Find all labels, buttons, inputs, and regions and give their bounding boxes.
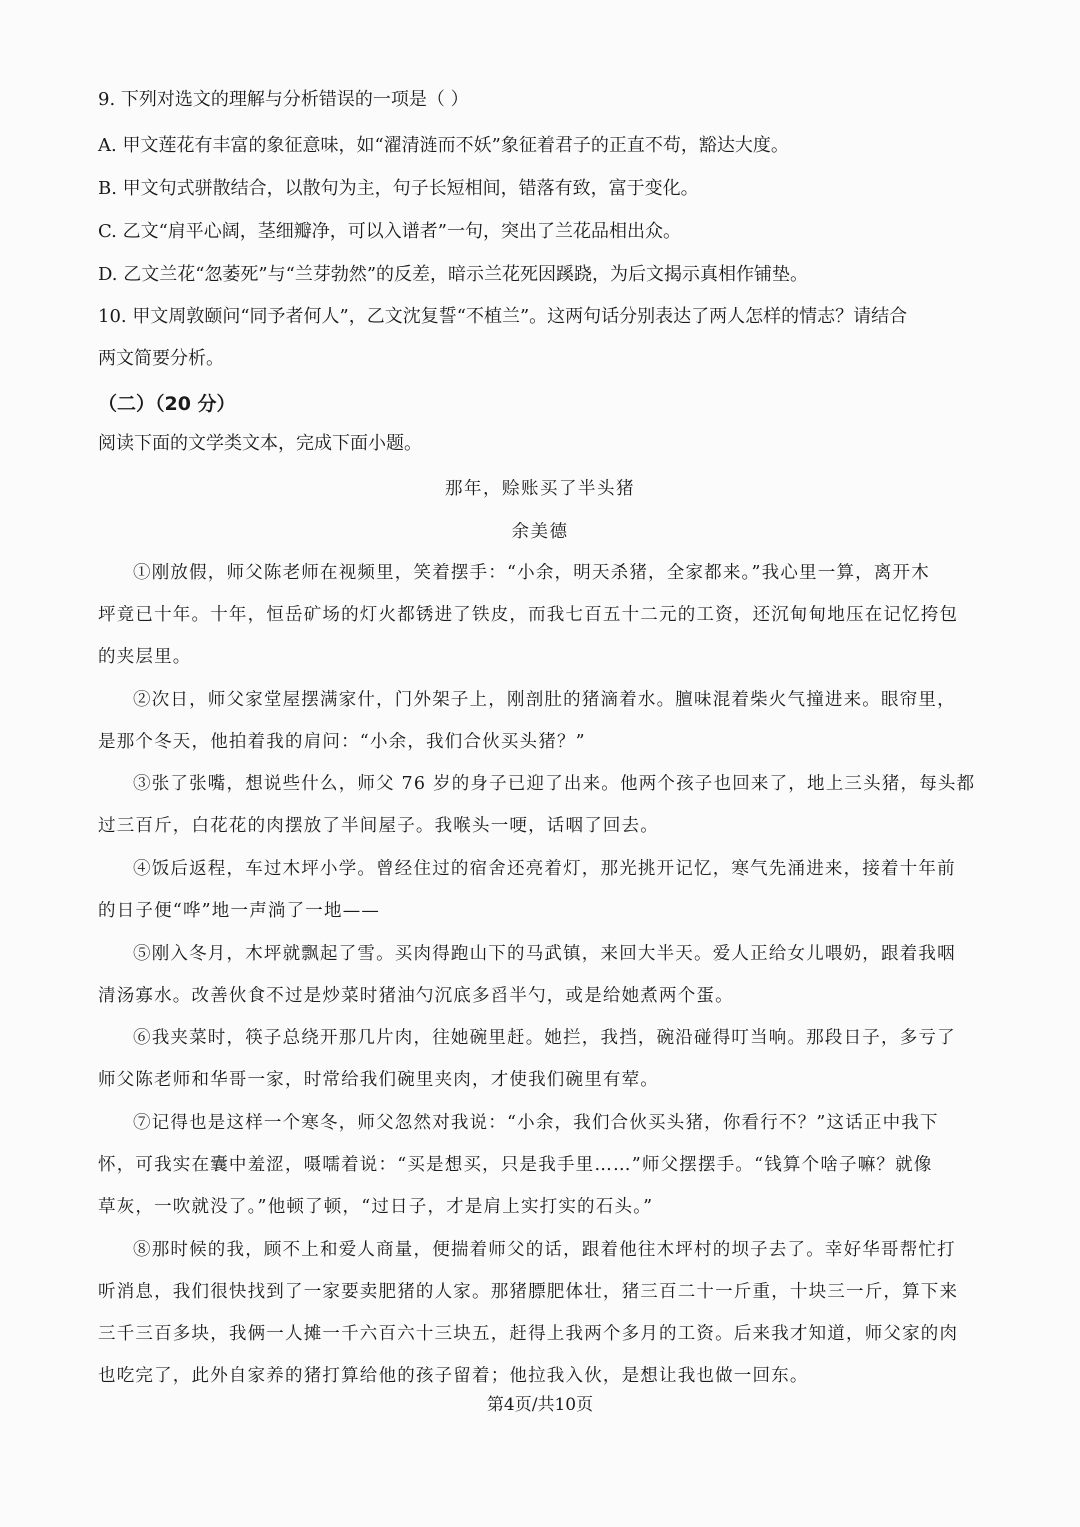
story-title: 那年，赊账买了半头猪: [445, 479, 635, 499]
story-author: 余美德: [511, 522, 569, 542]
question-10-line-2: 两文简要分析。: [98, 348, 224, 369]
question-9-stem: 9. 下列对选文的理解与分析错误的一项是（ ）: [98, 89, 469, 110]
story-line: 也吃完了，此外自家养的猪打算给他的孩子留着；他拉我入伙，是想让我也做一回东。: [98, 1366, 809, 1386]
question-9-option-c: C. 乙文“肩平心阔，茎细瓣净，可以入谱者”一句，突出了兰花品相出众。: [98, 221, 681, 242]
story-line: 的日子便“哗”地一声淌了一地——: [98, 901, 381, 921]
section-2-heading: （二）（20 分）: [98, 393, 236, 415]
story-line: ⑤刚入冬月，木坪就飘起了雪。买肉得跑山下的马武镇，来回大半天。爱人正给女儿喂奶，跟着我咽: [133, 944, 956, 964]
question-9-option-d: D. 乙文兰花“忽萎死”与“兰芽勃然”的反差，暗示兰花死因蹊跷，为后文揭示真相作铺垫。: [98, 264, 809, 285]
question-9-option-b: B. 甲文句式骈散结合，以散句为主，句子长短相间，错落有致，富于变化。: [98, 178, 699, 199]
story-line: ③张了张嘴，想说些什么，师父 76 岁的身子已迎了出来。他两个孩子也回来了，地上三头猪，每头都: [133, 774, 976, 794]
question-10-line-1: 10. 甲文周敦颐问“同予者何人”，乙文沈复誓“不植兰”。这两句话分别表达了两人怎样的情志？请结合: [98, 306, 908, 327]
story-line: 师父陈老师和华哥一家，时常给我们碗里夹肉，才使我们碗里有荤。: [98, 1070, 659, 1090]
story-line: 坪竟已十年。十年，恒岳矿场的灯火都锈进了铁皮，而我七百五十二元的工资，还沉甸甸地压在记忆挎包: [98, 605, 959, 625]
story-line: ④饭后返程，车过木坪小学。曾经住过的宿舍还亮着灯，那光挑开记忆，寒气先涌进来，接着十年前: [133, 859, 956, 879]
story-line: 怀，可我实在囊中羞涩，嗫嚅着说：“买是想买，只是我手里……”师父摆摆手。“钱算个啥子嘛？就像: [98, 1155, 933, 1175]
story-line: 的夹层里。: [98, 647, 192, 667]
story-line: 清汤寡水。改善伙食不过是炒菜时猪油勺沉底多舀半勺，或是给她煮两个蛋。: [98, 986, 734, 1006]
question-9-option-a: A. 甲文莲花有丰富的象征意味，如“濯清涟而不妖”象征着君子的正直不苟，豁达大度。: [98, 135, 789, 156]
story-line: ②次日，师父家堂屋摆满家什，门外架子上，刚剖肚的猪滴着水。膻味混着柴火气撞进来。眼帘里，: [133, 690, 956, 710]
story-line: ⑦记得也是这样一个寒冬，师父忽然对我说：“小余，我们合伙买头猪，你看行不？”这话正中我下: [133, 1113, 939, 1133]
story-line: ①刚放假，师父陈老师在视频里，笑着摆手：“小余，明天杀猪，全家都来。”我心里一算，离开木: [133, 563, 930, 583]
page-number: 第4页/共10页: [486, 1395, 594, 1415]
story-line: 三千三百多块，我俩一人摊一千六百六十三块五，赶得上我两个多月的工资。后来我才知道，师父家的肉: [98, 1324, 959, 1344]
story-line: 是那个冬天，他拍着我的肩问：“小余，我们合伙买头猪？”: [98, 732, 586, 752]
story-line: ⑥我夹菜时，筷子总绕开那几片肉，往她碗里赶。她拦，我挡，碗沿碰得叮当响。那段日子，多亏了: [133, 1028, 956, 1048]
story-line: 听消息，我们很快找到了一家要卖肥猪的人家。那猪膘肥体壮，猪三百二十一斤重，十块三一斤，算下来: [98, 1282, 959, 1302]
story-line: 过三百斤，白花花的肉摆放了半间屋子。我喉头一哽，话咽了回去。: [98, 816, 659, 836]
section-2-instruction: 阅读下面的文学类文本，完成下面小题。: [98, 433, 422, 454]
story-line: 草灰，一吹就没了。”他顿了顿，“过日子，才是肩上实打实的石头。”: [98, 1197, 654, 1217]
story-line: ⑧那时候的我，顾不上和爱人商量，便揣着师父的话，跟着他往木坪村的坝子去了。幸好华哥帮忙打: [133, 1240, 956, 1260]
